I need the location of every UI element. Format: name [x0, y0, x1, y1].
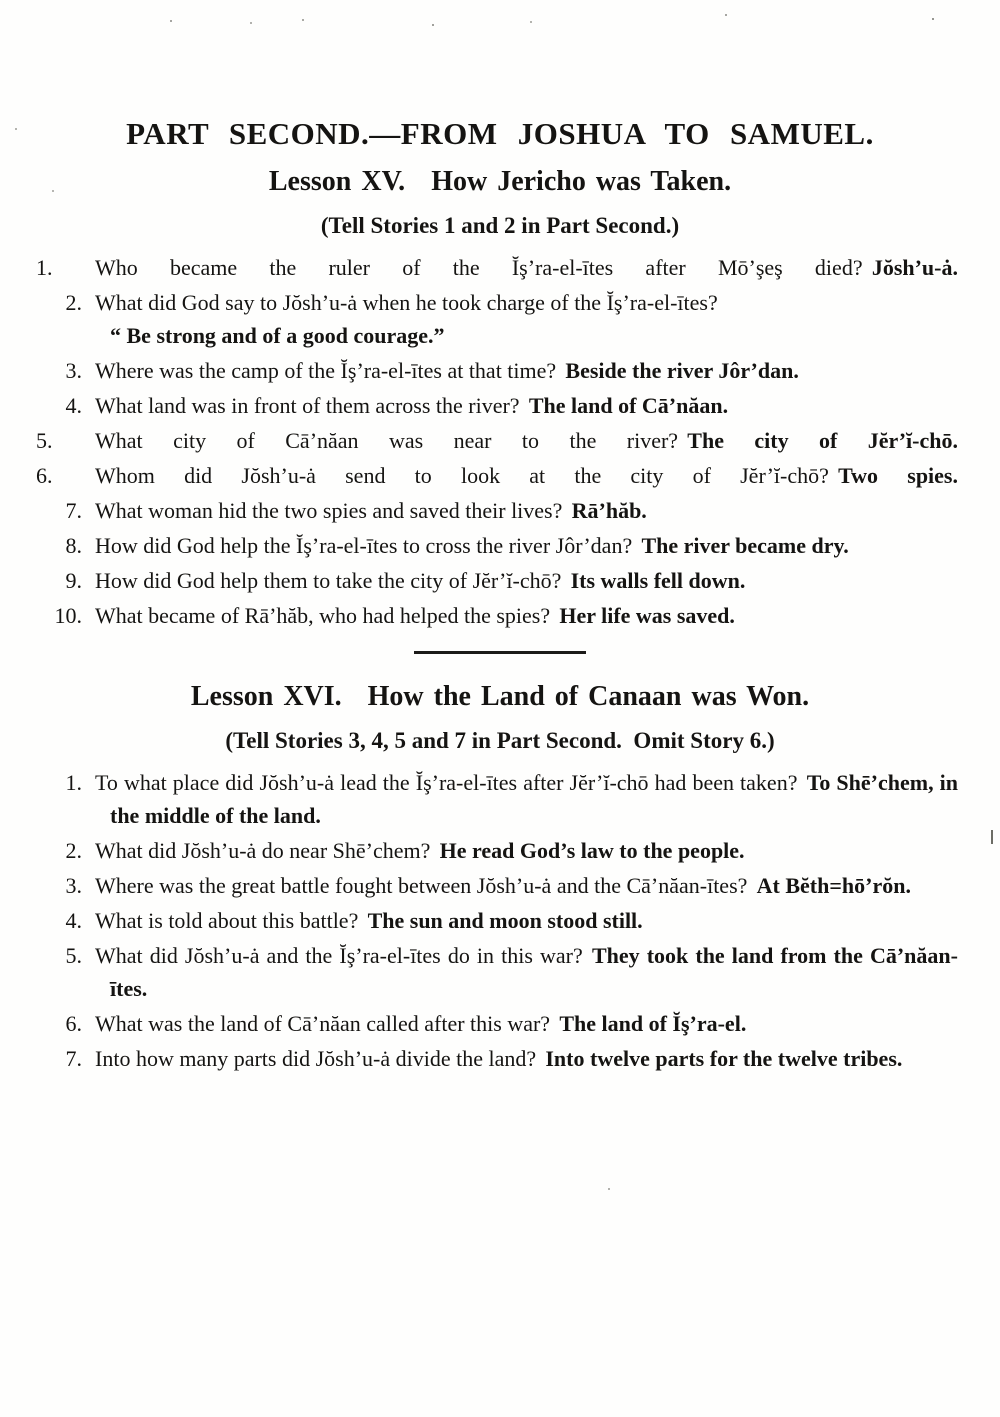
question-text: Where was the camp of the Ĭş’ra-el-ītes at that time?: [95, 357, 557, 383]
answer-text: “ Be strong and of a good courage.”: [110, 322, 445, 348]
question-text: Who became the ruler of the Ĭş’ra-el-ītes after Mō’şeş died?: [95, 254, 863, 280]
question-number: 4.: [65, 392, 82, 418]
question-number: 6.: [65, 1010, 82, 1036]
question-number: 10.: [54, 602, 82, 628]
qa-item-3: [0, 869, 958, 902]
answer-text: The land of Cā’năan.: [528, 392, 729, 418]
question-text: What land was in front of them across the river?: [95, 392, 520, 418]
question-number: 7.: [65, 1045, 82, 1071]
question-number: 5.: [65, 942, 82, 968]
question-text: What woman hid the two spies and saved their lives?: [95, 497, 563, 523]
qa-item-5: [0, 424, 958, 457]
lesson-xvi-section: [0, 681, 1000, 1075]
qa-item-7: [0, 494, 958, 527]
answer-text: He read God’s law to the people.: [439, 837, 745, 863]
answer-text: Beside the river Jôr’dan.: [565, 357, 799, 383]
answer-text: The land of Ĭş’ra-el.: [559, 1010, 747, 1036]
question-text: What did God say to Jŏsh’u-ȧ when he took charge of the Ĭş’ra-el-ītes?: [95, 289, 718, 315]
qa-item-3: [0, 354, 958, 387]
answer-text: The sun and moon stood still.: [367, 907, 643, 933]
question-number: 2.: [65, 289, 82, 315]
answer-text: To Shē’chem, in the middle of the land.: [110, 769, 958, 828]
lesson-xvi-name: How the Land of Canaan was Won.: [367, 680, 810, 712]
qa-item-8: [0, 529, 958, 562]
qa-item-6: [0, 459, 958, 492]
question-text: To what place did Jŏsh’u-ȧ lead the Ĭş’ra-el-ītes after Jĕr’ĭ-chō had been taken?: [95, 769, 798, 795]
question-number: 6.: [36, 462, 53, 488]
question-number: 1.: [36, 254, 53, 280]
answer-text: Rā’hăb.: [571, 497, 647, 523]
question-text: What city of Cā’năan was near to the river?: [95, 427, 679, 453]
qa-item-1: [0, 251, 958, 284]
question-text: What was the land of Cā’năan called after this war?: [95, 1010, 551, 1036]
part-title: PART SECOND.—FROM JOSHUA TO SAMUEL.: [126, 116, 874, 151]
question-number: 8.: [65, 532, 82, 558]
lesson-xv-question-list: [0, 251, 1000, 632]
qa-item-5: [0, 939, 958, 1005]
question-number: 1.: [65, 769, 82, 795]
answer-text: Jŏsh’u-ȧ.: [871, 254, 958, 280]
lesson-xv-directions: (Tell Stories 1 and 2 in Part Second.): [320, 212, 680, 238]
qa-item-7: [0, 1042, 958, 1075]
question-text: Where was the great battle fought between Jŏsh’u-ȧ and the Cā’năan-ītes?: [95, 872, 748, 898]
question-text: What is told about this battle?: [95, 907, 359, 933]
qa-item-10: [0, 599, 958, 632]
answer-text: Into twelve parts for the twelve tribes.: [545, 1045, 903, 1071]
lesson-xvi-question-list: [0, 766, 1000, 1075]
qa-item-2: [0, 286, 958, 352]
question-text: Whom did Jŏsh’u-ȧ send to look at the city of Jĕr’ĭ-chō?: [95, 462, 829, 488]
scan-edge-mark: [991, 830, 993, 844]
qa-item-6: [0, 1007, 958, 1040]
lesson-xvi-directions: (Tell Stories 3, 4, 5 and 7 in Part Second. Omit Story 6.): [225, 727, 775, 753]
qa-item-4: [0, 904, 958, 937]
scan-artifacts: [170, 20, 172, 22]
question-number: 2.: [65, 837, 82, 863]
qa-item-1: [0, 766, 958, 832]
answer-text: The city of Jĕr’ĭ-chō.: [687, 427, 958, 453]
question-text: What did Jŏsh’u-ȧ and the Ĭş’ra-el-ītes do in this war?: [95, 942, 583, 968]
qa-item-2: [0, 834, 958, 867]
answer-text: Two spies.: [838, 462, 958, 488]
question-number: 3.: [65, 872, 82, 898]
question-number: 9.: [65, 567, 82, 593]
answer-text: At Bĕth=hō’rŏn.: [756, 872, 911, 898]
lesson-xv-title: [0, 166, 1000, 198]
question-number: 5.: [36, 427, 53, 453]
question-number: 4.: [65, 907, 82, 933]
answer-text: They took the land from the Cā’năan-ītes.: [110, 942, 958, 1001]
question-text: How did God help them to take the city of Jĕr’ĭ-chō?: [95, 567, 562, 593]
answer-text: The river became dry.: [641, 532, 849, 558]
lesson-xv-section: [0, 166, 1000, 632]
lesson-xv-label: Lesson XV.: [268, 165, 406, 197]
lesson-xvi-label: Lesson XVI.: [190, 680, 342, 712]
lesson-xv-name: How Jericho was Taken.: [431, 165, 732, 197]
question-text: Into how many parts did Jŏsh’u-ȧ divide the land?: [95, 1045, 537, 1071]
question-number: 3.: [65, 357, 82, 383]
section-divider: [414, 651, 586, 654]
answer-text: Her life was saved.: [559, 602, 735, 628]
qa-item-4: [0, 389, 958, 422]
question-number: 7.: [65, 497, 82, 523]
answer-text: Its walls fell down.: [570, 567, 746, 593]
question-text: What became of Rā’hăb, who had helped the spies?: [95, 602, 551, 628]
qa-item-9: [0, 564, 958, 597]
lesson-xvi-title: [0, 681, 1000, 713]
question-text: How did God help the Ĭş’ra-el-ītes to cross the river Jôr’dan?: [95, 532, 633, 558]
question-text: What did Jŏsh’u-ȧ do near Shē’chem?: [95, 837, 431, 863]
